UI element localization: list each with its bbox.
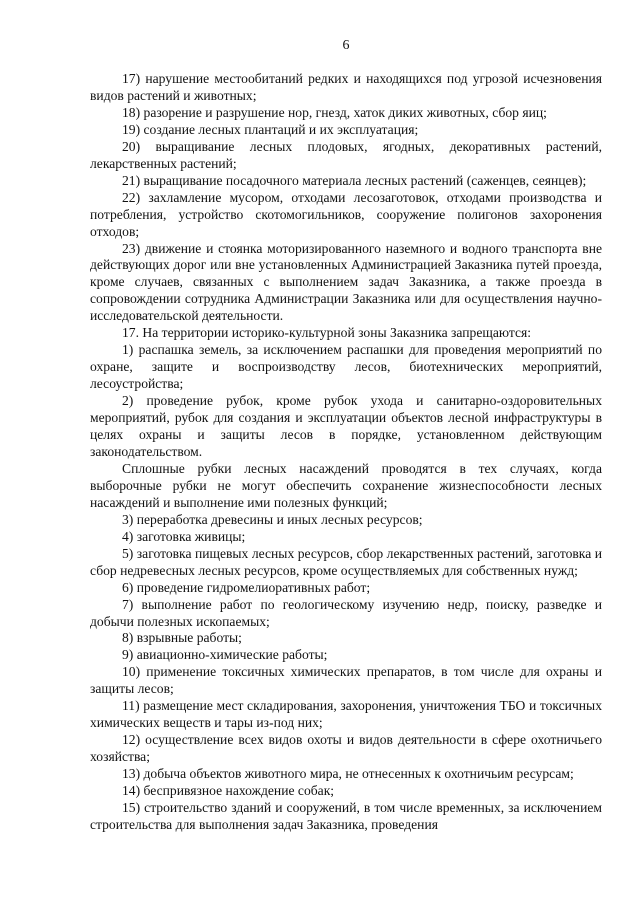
- paragraph-item-20: 20) выращивание лесных плодовых, ягодных, декоративных растений, лекарственных растений;: [90, 138, 602, 171]
- document-body: [90, 71, 602, 834]
- section-17-item-4: 4) заготовка живицы;: [122, 528, 246, 544]
- paragraph-item-21: 21) выращивание посадочного материала лесных растений (саженцев, сеянцев);: [122, 172, 587, 188]
- page-number: 6: [342, 38, 350, 53]
- section-17-item-15: 15) строительство зданий и сооружений, в том числе временных, за исключением строительства для выполнения задач Заказника, проведения: [90, 799, 602, 832]
- section-17-item-10: 10) применение токсичных химических препаратов, в том числе для охраны и защиты лесов;: [90, 664, 602, 697]
- section-17-item-1: 1) распашка земель, за исключением распашки для проведения мероприятий по охране, защите и воспроизводству лесов, биотехнических мероприятий, лесоустройства;: [90, 342, 602, 392]
- section-17-item-8: 8) взрывные работы;: [122, 630, 242, 646]
- section-17-item-13: 13) добыча объектов животного мира, не отнесенных к охотничьим ресурсам;: [122, 766, 574, 782]
- paragraph-item-19: 19) создание лесных плантаций и их эксплуатация;: [122, 121, 419, 137]
- section-17-item-2: 2) проведение рубок, кроме рубок ухода и санитарно-оздоровительных мероприятий, рубок для создания и эксплуатации объектов лесной инфраструктуры в целях охраны и защиты лесов в порядке, установленном действующим законодательством.: [90, 393, 602, 459]
- section-17-item-9: 9) авиационно-химические работы;: [122, 647, 328, 663]
- section-17-item-11: 11) размещение мест складирования, захоронения, уничтожения ТБО и токсичных химических веществ и тары из-под них;: [90, 698, 602, 731]
- section-17-heading: 17. На территории историко-культурной зоны Заказника запрещаются:: [122, 325, 532, 341]
- section-17-item-6: 6) проведение гидромелиоративных работ;: [122, 579, 371, 595]
- paragraph-item-17: 17) нарушение местообитаний редких и находящихся под угрозой исчезновения видов растений и животных;: [90, 71, 602, 103]
- section-17-item-7: 7) выполнение работ по геологическому изучению недр, поиску, разведке и добычи полезных ископаемых;: [90, 596, 602, 629]
- paragraph-item-18: 18) разорение и разрушение нор, гнезд, хаток диких животных, сбор яиц;: [122, 104, 547, 120]
- section-17-item-14: 14) беспривязное нахождение собак;: [122, 783, 335, 799]
- section-17-item-3: 3) переработка древесины и иных лесных ресурсов;: [122, 511, 423, 527]
- section-17-item-12: 12) осуществление всех видов охоты и видов деятельности в сфере охотничьего хозяйства;: [90, 732, 602, 765]
- paragraph-item-23: 23) движение и стоянка моторизированного наземного и водного транспорта вне действующих дорог или вне установленных Администрацией Заказника путей проезда, кроме случаев, связанных с выполнением задач Заказника, а также проезда в сопровождении сотрудника Администрации Заказника или для осуществления научно-исследовательской деятельности.: [90, 240, 602, 324]
- section-17-item-5: 5) заготовка пищевых лесных ресурсов, сбор лекарственных растений, заготовка и сбор недревесных лесных ресурсов, кроме осуществляемых для собственных нужд;: [90, 545, 602, 578]
- clear-cutting-note: Сплошные рубки лесных насаждений проводятся в тех случаях, когда выборочные рубки не могут обеспечить сохранение жизнеспособности лесных насаждений и выполнение ими полезных функций;: [90, 460, 602, 510]
- paragraph-item-22: 22) захламление мусором, отходами лесозаготовок, отходами производства и потребления, устройство скотомогильников, сооружение полигонов захоронения отходов;: [90, 189, 602, 239]
